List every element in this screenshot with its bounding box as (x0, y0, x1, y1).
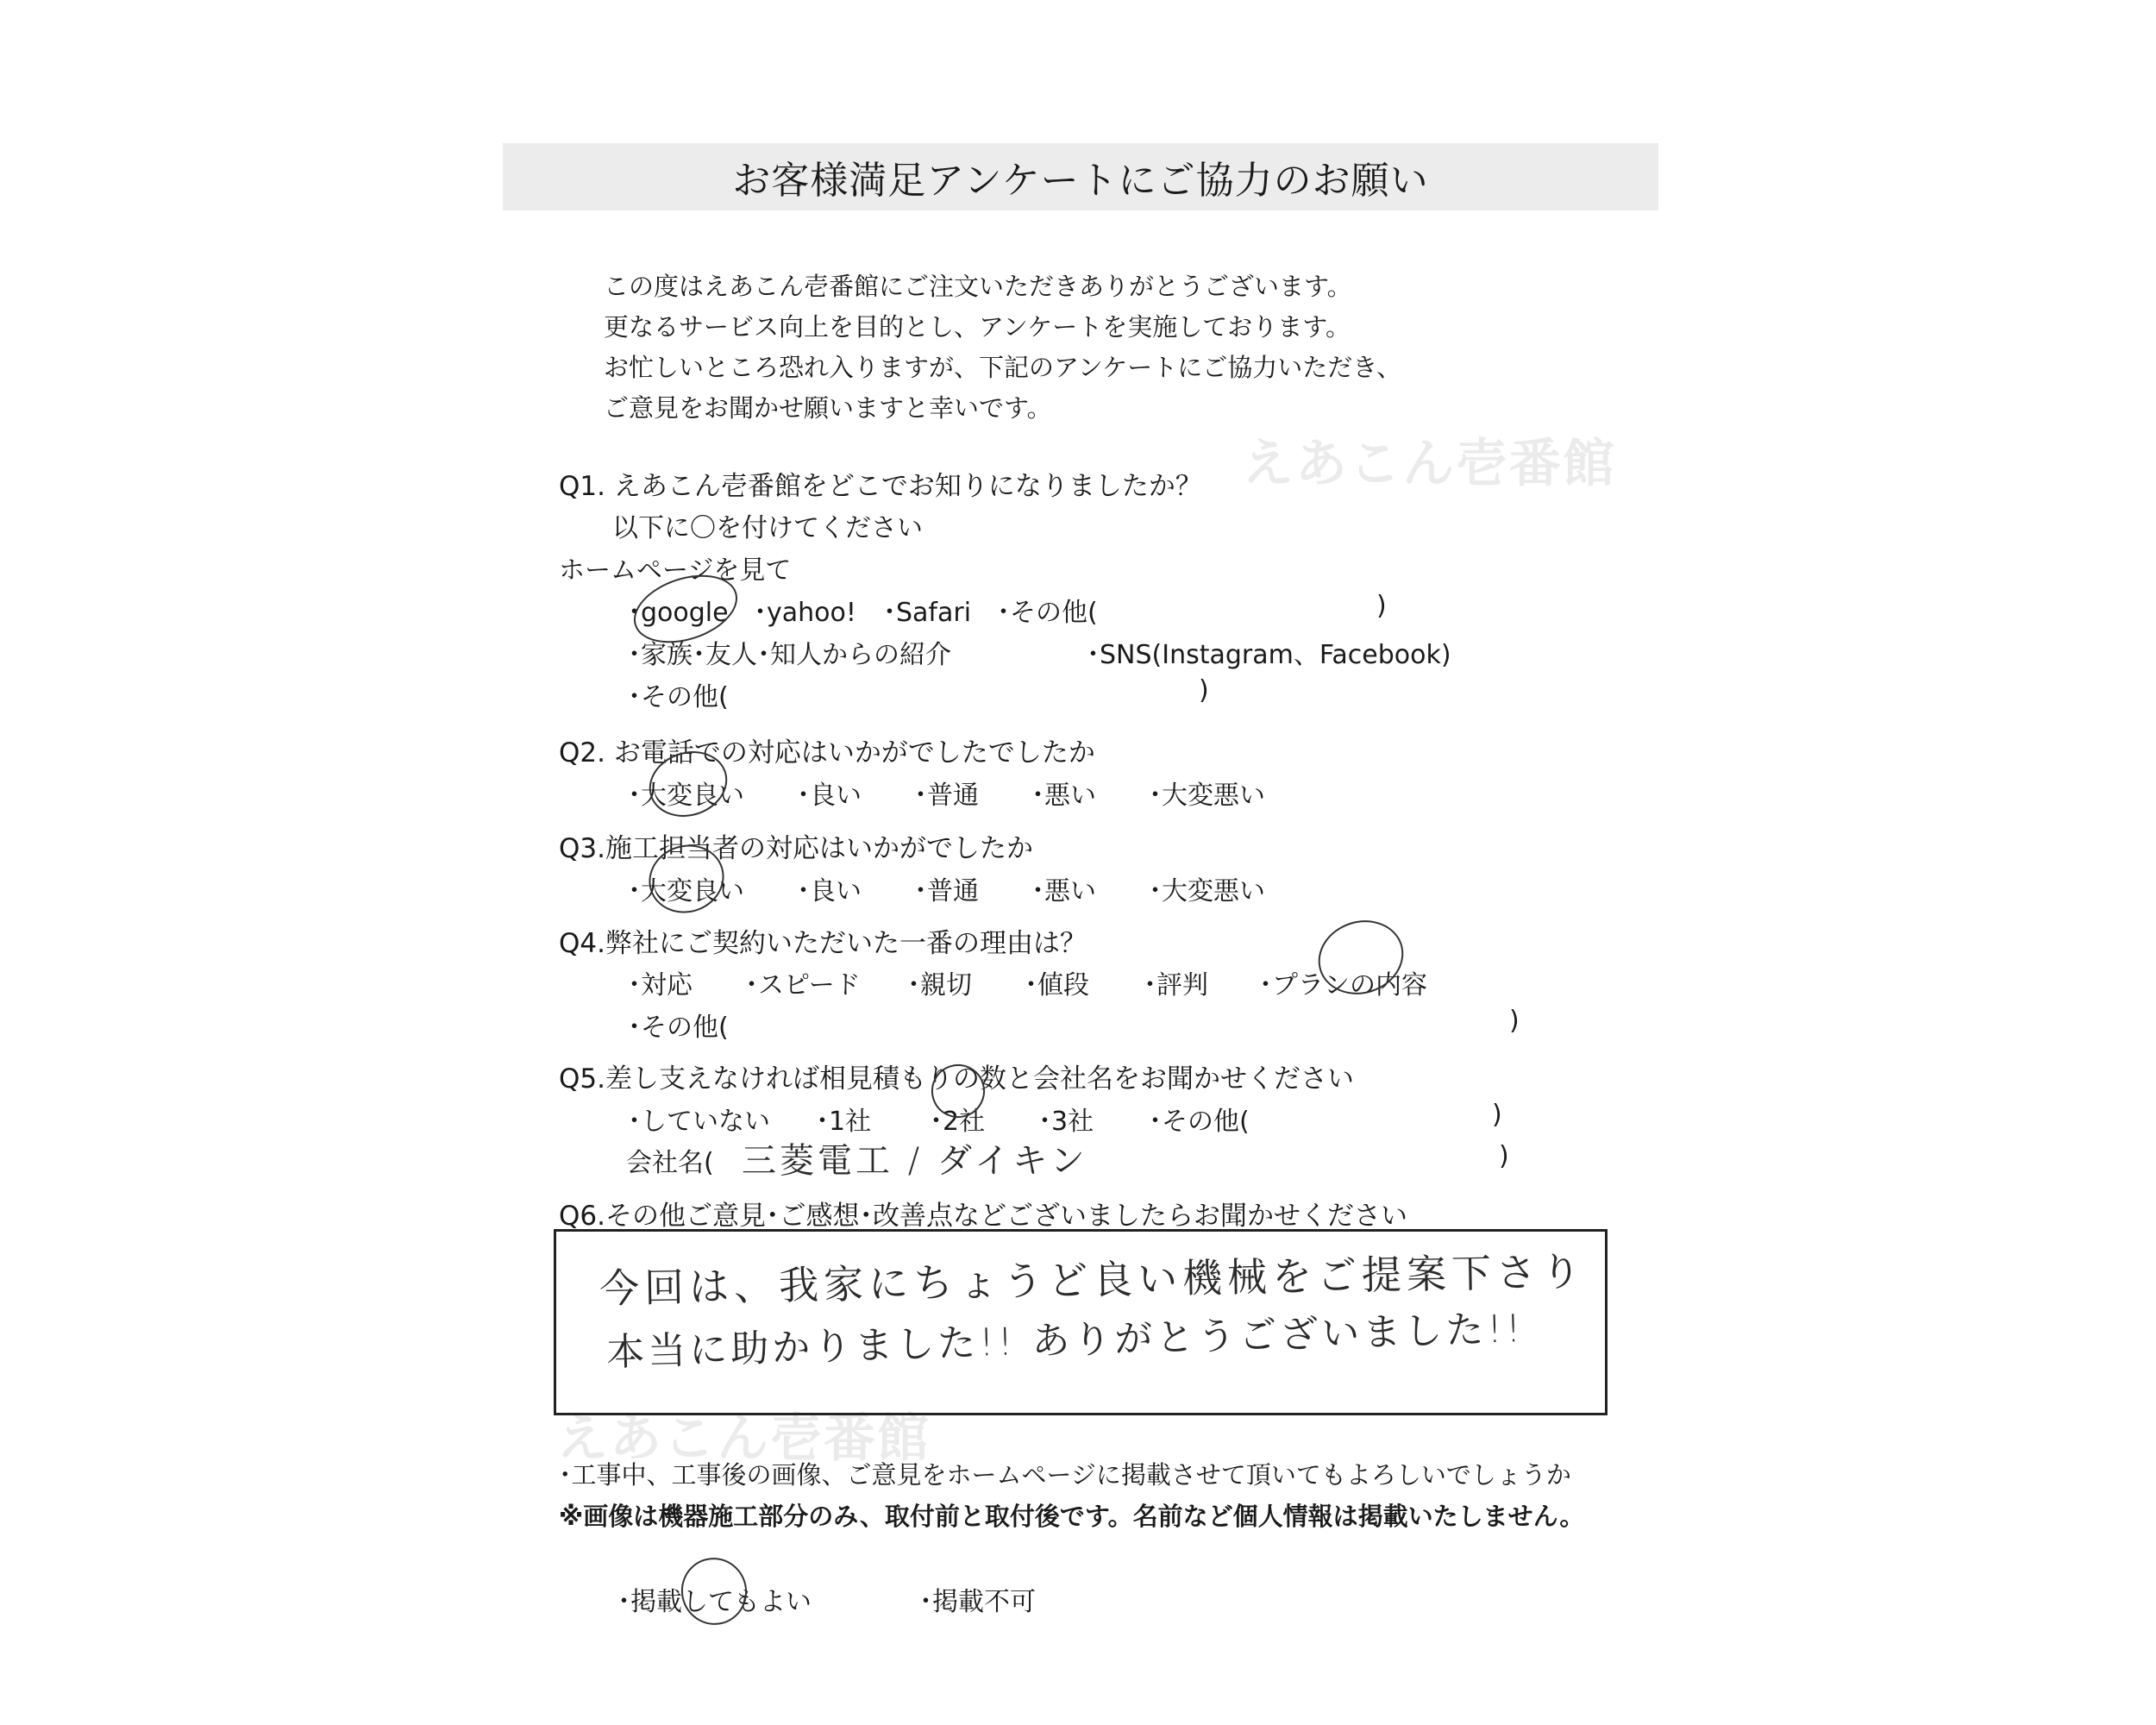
q2-opt-very-bad[interactable]: ･大変悪い (1149, 781, 1265, 811)
notice-opt-ok[interactable]: ･掲載してもよい (617, 1587, 812, 1617)
q4-opt-reputation[interactable]: ･評判 (1144, 970, 1208, 1000)
q3-opt-very-good[interactable]: ･大変良い (628, 876, 744, 906)
q4-opt-response[interactable]: ･対応 (628, 970, 693, 1000)
page-title: お客様満足アンケートにご協力のお願い (732, 159, 1429, 203)
q5-company-value[interactable]: 三菱電工 / ダイキン (742, 1141, 1088, 1181)
q2-opt-good[interactable]: ･良い (797, 781, 862, 811)
q5-paren-close: ) (1492, 1100, 1502, 1130)
q1-paren-close-1: ) (1376, 591, 1387, 621)
notice-line-1: ･工事中、工事後の画像、ご意見をホームページに掲載させて頂いてもよろしいでしょうか (559, 1460, 1571, 1490)
q1-question: Q1. えあこん壱番館をどこでお知りになりましたか？ (559, 471, 1202, 502)
q5-opt-none[interactable]: ･していない (628, 1107, 770, 1137)
q3-question: Q3.施工担当者の対応はいかがでしたか (559, 833, 1033, 864)
q6-question: Q6.その他ご意見･ご感想･改善点などございましたらお聞かせください (559, 1201, 1407, 1232)
q1-opt-safari[interactable]: ･Safari (883, 598, 972, 628)
q2-opt-very-good[interactable]: ･大変良い (628, 781, 744, 811)
selection-circle-publish (673, 1549, 755, 1634)
intro-line-2: 更なるサービス向上を目的とし、アンケートを実施しております。 (604, 312, 1351, 342)
q1-opt-yahoo[interactable]: ･yahoo! (754, 598, 856, 628)
q5-company-paren-close: ) (1499, 1141, 1509, 1171)
q3-opt-good[interactable]: ･良い (797, 876, 862, 906)
q4-paren-close: ) (1509, 1006, 1520, 1036)
q4-opt-price[interactable]: ･値段 (1025, 970, 1089, 1000)
q4-opt-other[interactable]: ･その他( (628, 1013, 729, 1043)
q5-opt-other[interactable]: ･その他( (1149, 1107, 1250, 1137)
intro-line-3: お忙しいところ恐れ入りますが、下記のアンケートにご協力いただき、 (604, 353, 1402, 382)
q5-company-label: 会社名( (626, 1148, 714, 1178)
notice-opt-ng[interactable]: ･掲載不可 (919, 1587, 1036, 1617)
comment-line-1: 今回は、我家にちょうど良い機械をご提案下さり (599, 1248, 1587, 1312)
q4-question: Q4.弊社にご契約いただいた一番の理由は？ (559, 928, 1087, 959)
q4-opt-kindness[interactable]: ･親切 (907, 970, 972, 1000)
q3-opt-bad[interactable]: ･悪い (1031, 876, 1096, 906)
q1-opt-other2[interactable]: ･その他( (628, 682, 729, 712)
intro-line-1: この度はえあこん壱番館にご注文いただきありがとうございます。 (604, 272, 1352, 301)
q3-opt-very-bad[interactable]: ･大変悪い (1149, 876, 1265, 906)
q2-opt-normal[interactable]: ･普通 (914, 781, 979, 811)
watermark-bottom: えあこん壱番館 (556, 1408, 931, 1469)
q1-opt-google[interactable]: ･google (628, 598, 729, 628)
q3-opt-normal[interactable]: ･普通 (914, 876, 979, 906)
title-bar (503, 143, 1658, 210)
q5-opt-1[interactable]: ･1社 (816, 1107, 872, 1137)
q1-opt-other1[interactable]: ･その他( (997, 598, 1098, 628)
q5-question: Q5.差し支えなければ相見積もりの数と会社名をお聞かせください (559, 1063, 1354, 1095)
q1-opt-sns[interactable]: ･SNS(Instagram、Facebook) (1087, 640, 1451, 670)
comment-line-2: 本当に助かりました!! ありがとうございました!! (605, 1307, 1526, 1375)
q1-paren-close-2: ) (1199, 675, 1209, 706)
watermark-top: えあこん壱番館 (1242, 434, 1616, 494)
q5-opt-3[interactable]: ･3社 (1038, 1107, 1094, 1137)
q2-question: Q2. お電話での対応はいかがでしたでしたか (559, 737, 1095, 768)
q4-opt-speed[interactable]: ･スピード (745, 970, 861, 1000)
q1-opt-family[interactable]: ･家族･友人･知人からの紹介 (628, 640, 951, 670)
q4-opt-plan[interactable]: ･プランの内容 (1259, 970, 1427, 1000)
intro-line-4: ご意見をお聞かせ願いますと幸いです。 (604, 393, 1052, 423)
notice-line-2: ※画像は機器施工部分のみ、取付前と取付後です。名前など個人情報は掲載いたしません。 (559, 1502, 1585, 1531)
q1-instruction: 以下に〇を付けてください (612, 513, 923, 543)
q5-opt-2[interactable]: ･2社 (930, 1107, 986, 1137)
comment-box[interactable] (554, 1229, 1608, 1415)
q1-group-label: ホームページを見て (559, 555, 792, 586)
q2-opt-bad[interactable]: ･悪い (1031, 781, 1096, 811)
